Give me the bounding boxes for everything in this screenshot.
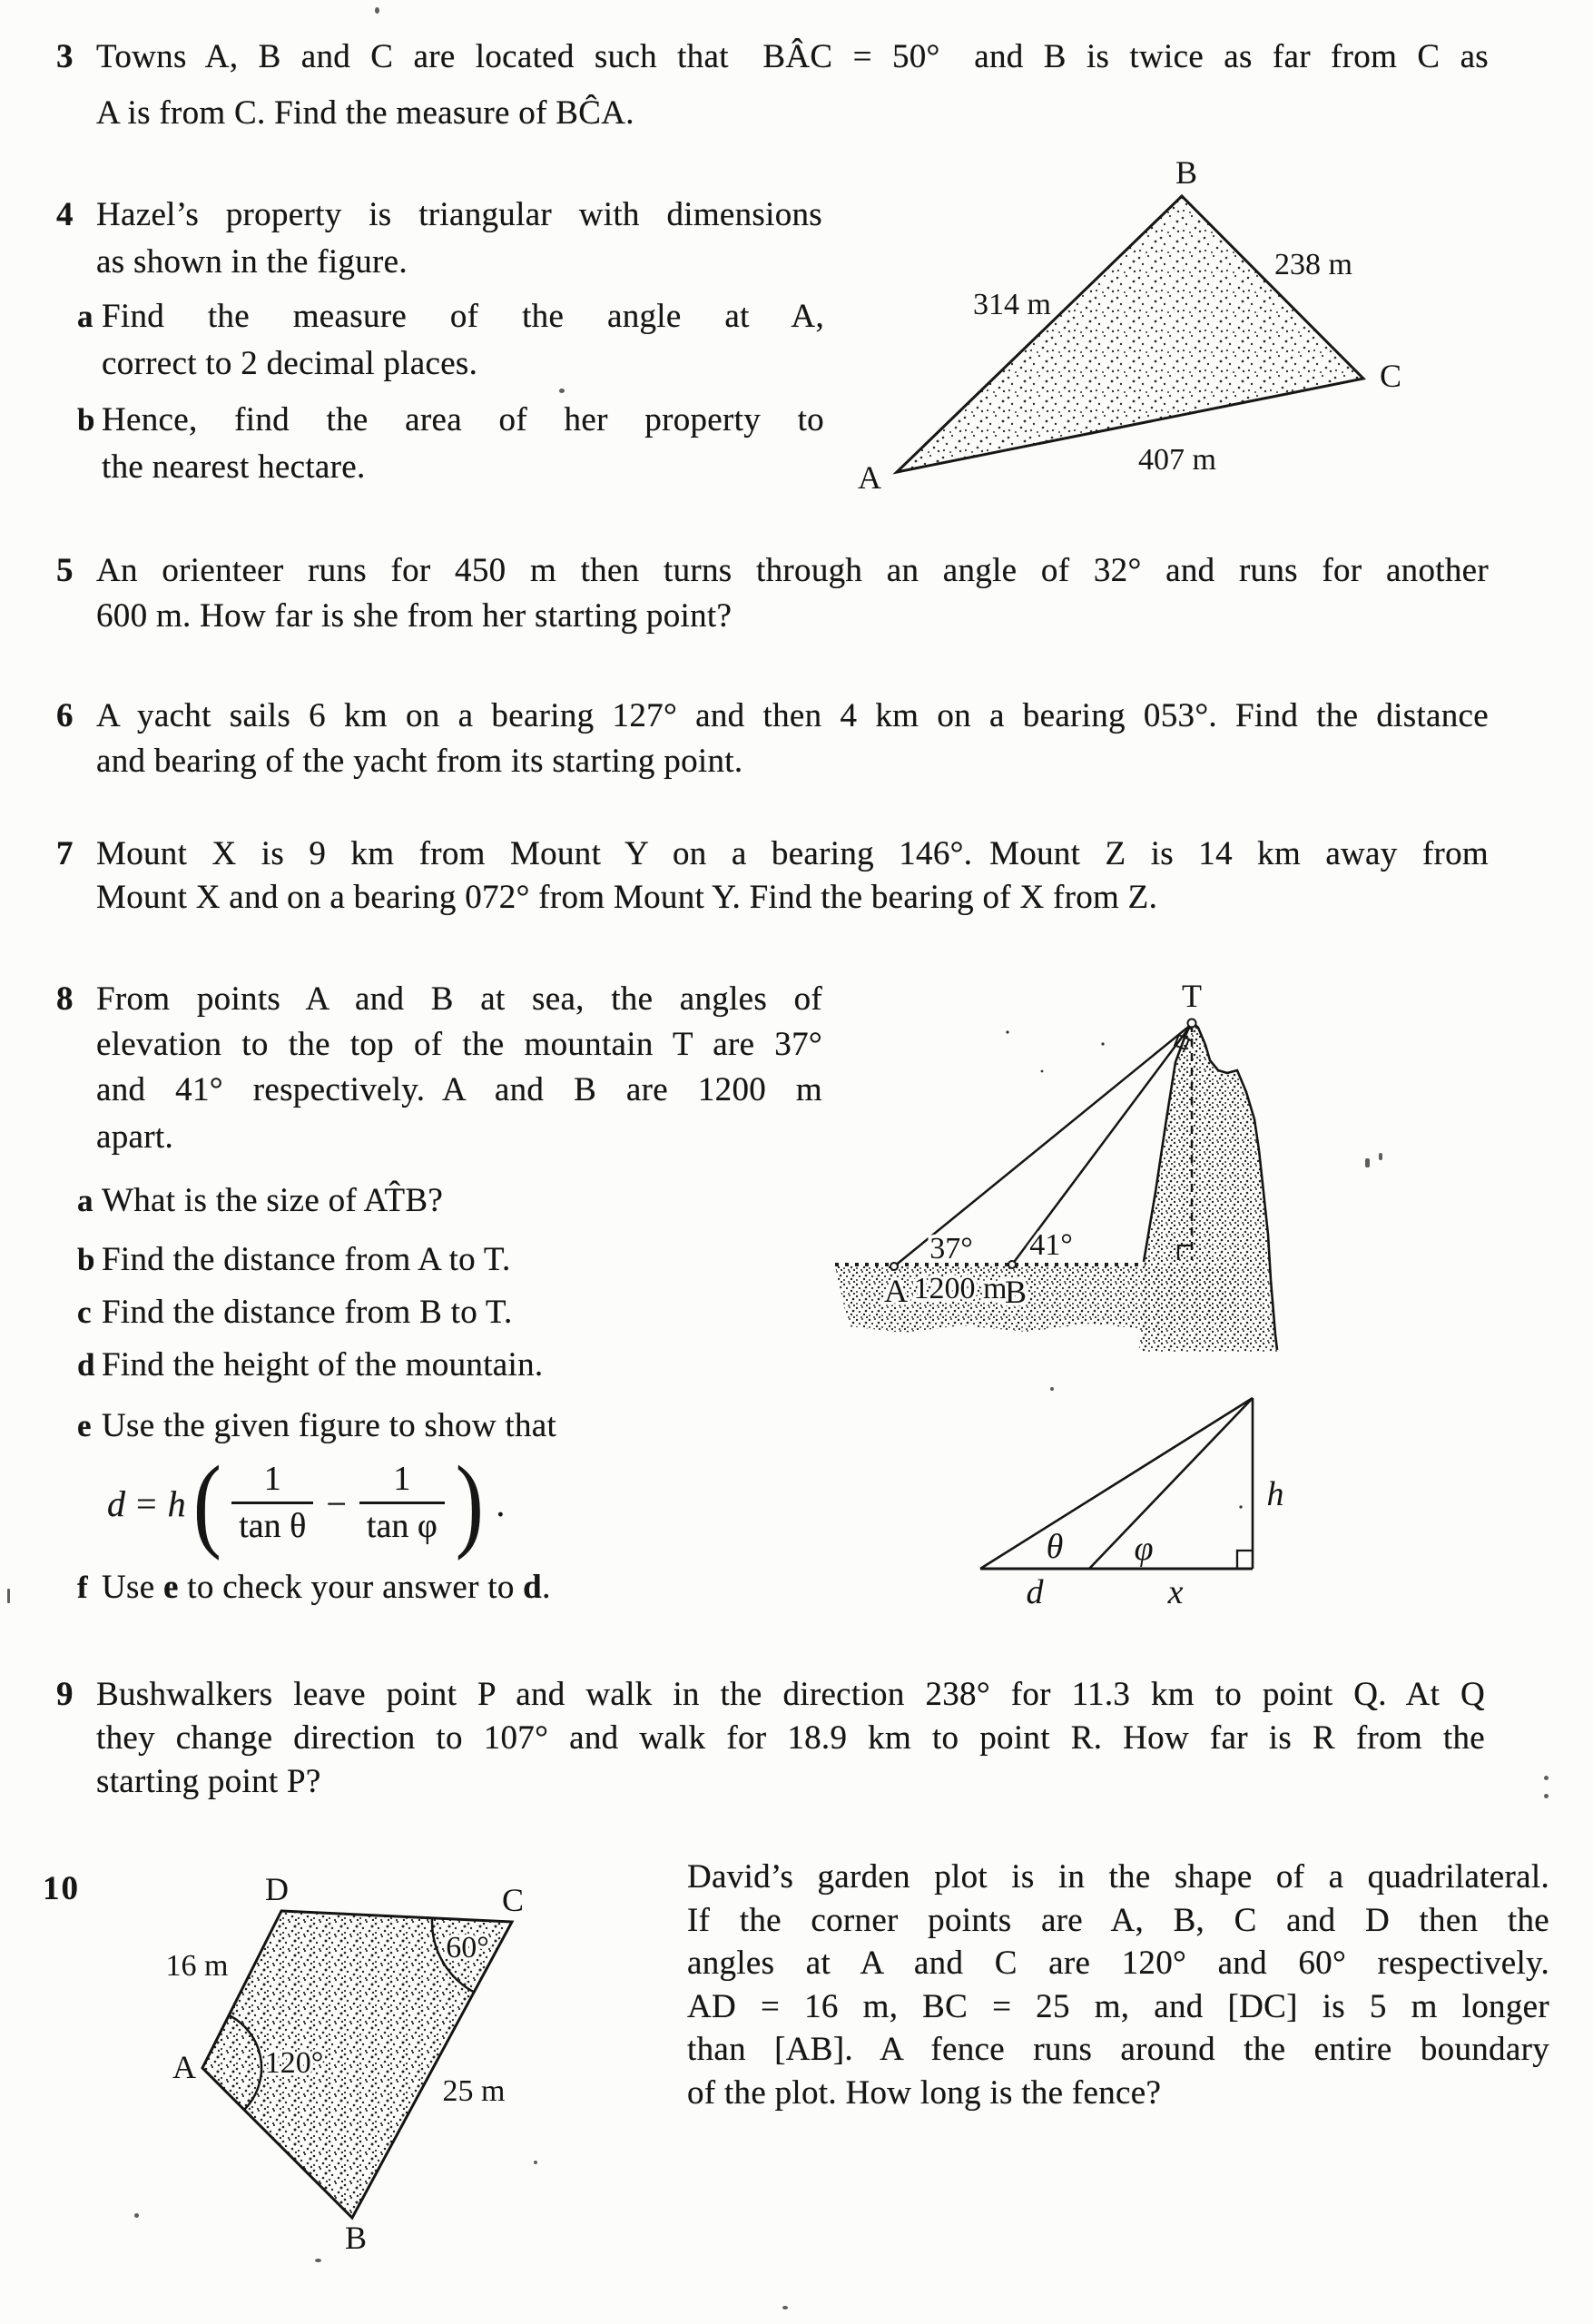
distance-ab-label: 1200 m <box>913 1272 1008 1305</box>
problem-8-line-3: and 41° respectively. A and B are 1200 m <box>96 1071 822 1108</box>
problem-10-line-3: angles at A and C are 120° and 60° respectively. <box>687 1945 1549 1982</box>
angle-b-label: 41° <box>1029 1228 1073 1262</box>
figure-triangle-abc <box>853 154 1416 517</box>
problem-4b-line-1: Hence, find the area of her property to <box>102 401 824 438</box>
problem-4b-line-2: the nearest hectare. <box>102 448 366 486</box>
problem-4b-letter: b <box>77 402 95 438</box>
summit-marker <box>1188 1019 1196 1028</box>
triangle-side-ab-label: 314 m <box>973 288 1051 321</box>
triangle-side-ac-label: 407 m <box>1138 443 1216 477</box>
problem-5-number: 5 <box>56 552 75 589</box>
scan-noise <box>559 389 565 393</box>
problem-9-line-3: starting point P? <box>96 1763 321 1800</box>
problem-8e-line: Use the given figure to show that <box>102 1407 557 1444</box>
mountain-a-label: A <box>884 1273 908 1309</box>
scan-noise <box>1544 1794 1549 1798</box>
problem-8b-letter: b <box>77 1242 95 1277</box>
scan-noise <box>782 2306 788 2309</box>
scan-noise <box>375 7 379 14</box>
formula-period: . <box>496 1482 506 1524</box>
formula-h: h <box>167 1482 186 1524</box>
mountain-t-label: T <box>1182 978 1202 1014</box>
triangle-vertex-c-label: C <box>1379 358 1402 394</box>
scan-noise <box>1544 1776 1549 1780</box>
scan-noise <box>315 2259 321 2262</box>
problem-7-line-1: Mount X is 9 km from Mount Y on a bearing 146°. Mount Z is 14 km away from <box>96 835 1489 872</box>
formula-minus: − <box>326 1482 347 1524</box>
problem-8b-line: Find the distance from A to T. <box>102 1241 511 1278</box>
problem-8d-line: Find the height of the mountain. <box>102 1346 544 1384</box>
d-label: d <box>1026 1573 1044 1611</box>
formula-fraction-1 <box>231 1462 313 1545</box>
problem-9-number: 9 <box>56 1676 75 1713</box>
problem-8f-text-pre: Use <box>102 1569 163 1606</box>
problem-8f-ref-e: e <box>163 1569 179 1606</box>
quad-side-bc-label: 25 m <box>442 2074 506 2108</box>
problem-4a-line-1: Find the measure of the angle at A, <box>102 298 824 335</box>
quad-d-label: D <box>265 1871 289 1907</box>
problem-3-line-1: Towns A, B and C are located such that BÂC = 50° and B is twice as far from C as <box>96 38 1489 75</box>
formula-frac2-denominator: tan φ <box>359 1502 445 1545</box>
x-label: x <box>1167 1573 1184 1611</box>
scan-noise <box>1379 1153 1382 1160</box>
triangle-outline <box>897 196 1363 472</box>
figure-right-triangle <box>962 1380 1343 1616</box>
scan-noise <box>1050 1387 1054 1391</box>
formula-frac2-numerator: 1 <box>393 1460 411 1499</box>
quad-b-label: B <box>344 2220 368 2256</box>
scan-noise <box>7 1589 10 1603</box>
triangle-side-bc-label: 238 m <box>1274 248 1352 281</box>
mountain-body <box>1139 1021 1277 1352</box>
triangle-vertex-a-label: A <box>858 459 881 496</box>
phi-label: φ <box>1134 1530 1154 1568</box>
figure-mountain <box>817 976 1289 1348</box>
problem-10-line-5: than [AB]. A fence runs around the entire boundary <box>687 2031 1549 2068</box>
problem-3-number: 3 <box>56 38 75 75</box>
problem-10-number: 10 <box>43 1870 80 1907</box>
formula-close-paren: ) <box>455 1445 484 1561</box>
problem-5-line-2: 600 m. How far is she from her starting point? <box>96 597 733 635</box>
right-angle-mark <box>1237 1551 1253 1569</box>
problem-4-number: 4 <box>56 196 75 233</box>
problem-8f-period: . <box>542 1569 551 1606</box>
scan-noise <box>1101 1042 1104 1045</box>
problem-4-line-2: as shown in the figure. <box>96 243 408 281</box>
problem-4-line-1: Hazel’s property is triangular with dimensions <box>96 196 822 233</box>
quad-a-label: A <box>172 2049 196 2085</box>
theta-label: θ <box>1046 1528 1064 1566</box>
formula-frac1-numerator: 1 <box>263 1460 281 1499</box>
problem-10-line-2: If the corner points are A, B, C and D then the <box>687 1902 1549 1939</box>
problem-4a-letter: a <box>77 299 93 334</box>
problem-5-line-1: An orienteer runs for 450 m then turns through an angle of 32° and runs for another <box>96 552 1489 589</box>
problem-8a-line: What is the size of AT̂B? <box>102 1182 444 1219</box>
quad-side-ad-label: 16 m <box>165 1949 229 1983</box>
problem-8f-line <box>102 1567 551 1609</box>
point-a-marker <box>890 1263 898 1270</box>
triangle-vertex-b-label: B <box>1175 154 1198 191</box>
formula-equals: = <box>136 1482 157 1524</box>
figure-quadrilateral <box>127 1871 599 2277</box>
scan-noise <box>1365 1158 1370 1167</box>
problem-6-line-1: A yacht sails 6 km on a bearing 127° and then 4 km on a bearing 053°. Find the distance <box>96 697 1489 734</box>
hypotenuse-theta <box>980 1398 1253 1569</box>
formula-fraction-2 <box>359 1462 445 1545</box>
problem-9-line-1: Bushwalkers leave point P and walk in the direction 238° for 11.3 km to point Q. At Q <box>96 1676 1485 1713</box>
problem-10-line-4: AD = 16 m, BC = 25 m, and [DC] is 5 m longer <box>687 1988 1549 2025</box>
point-b-marker <box>1008 1261 1016 1268</box>
problem-8-line-1: From points A and B at sea, the angles of <box>96 980 822 1018</box>
problem-8c-letter: c <box>77 1295 92 1330</box>
quad-c-label: C <box>501 1882 525 1918</box>
problem-7-line-2: Mount X and on a bearing 072° from Mount Y. Find the bearing of X from Z. <box>96 879 1158 916</box>
formula-d-h-tan <box>107 1445 506 1561</box>
formula-d: d <box>107 1482 125 1524</box>
problem-8d-letter: d <box>77 1347 95 1383</box>
scan-noise <box>534 2161 537 2164</box>
problem-6-line-2: and bearing of the yacht from its starting point. <box>96 743 743 780</box>
quad-angle-c-label: 60° <box>446 1931 489 1965</box>
problem-8f-letter: f <box>77 1570 88 1605</box>
problem-8f-text-mid: to check your answer to <box>178 1569 524 1606</box>
problem-6-number: 6 <box>56 697 75 734</box>
problem-8-number: 8 <box>56 980 75 1018</box>
mountain-b-label: B <box>1004 1274 1028 1310</box>
formula-open-paren: ( <box>192 1445 221 1561</box>
problem-8e-letter: e <box>77 1408 92 1443</box>
problem-8c-line: Find the distance from B to T. <box>102 1294 513 1331</box>
h-label: h <box>1266 1475 1284 1513</box>
problem-10-line-1: David’s garden plot is in the shape of a quadrilateral. <box>687 1858 1549 1896</box>
problem-3-line-2: A is from C. Find the measure of BĈA. <box>96 94 634 132</box>
problem-8-line-4: apart. <box>96 1118 173 1156</box>
problem-9-line-2: they change direction to 107° and walk for 18.9 km to point R. How far is R from the <box>96 1719 1485 1757</box>
problem-7-number: 7 <box>56 835 75 872</box>
scan-noise <box>1239 1505 1242 1508</box>
problem-8a-letter: a <box>77 1183 93 1218</box>
scan-noise <box>134 2213 139 2218</box>
problem-8f-ref-d: d <box>523 1569 543 1606</box>
problem-10-line-6: of the plot. How long is the fence? <box>687 2074 1162 2112</box>
scan-noise <box>1006 1030 1008 1033</box>
hypotenuse-phi <box>1089 1398 1253 1569</box>
angle-a-label: 37° <box>929 1232 973 1265</box>
scan-noise <box>1041 1070 1044 1073</box>
formula-frac1-denominator: tan θ <box>231 1502 313 1545</box>
quad-angle-a-label: 120° <box>264 2046 324 2080</box>
problem-4a-line-2: correct to 2 decimal places. <box>102 345 478 382</box>
problem-8-line-2: elevation to the top of the mountain T are 37° <box>96 1026 822 1063</box>
